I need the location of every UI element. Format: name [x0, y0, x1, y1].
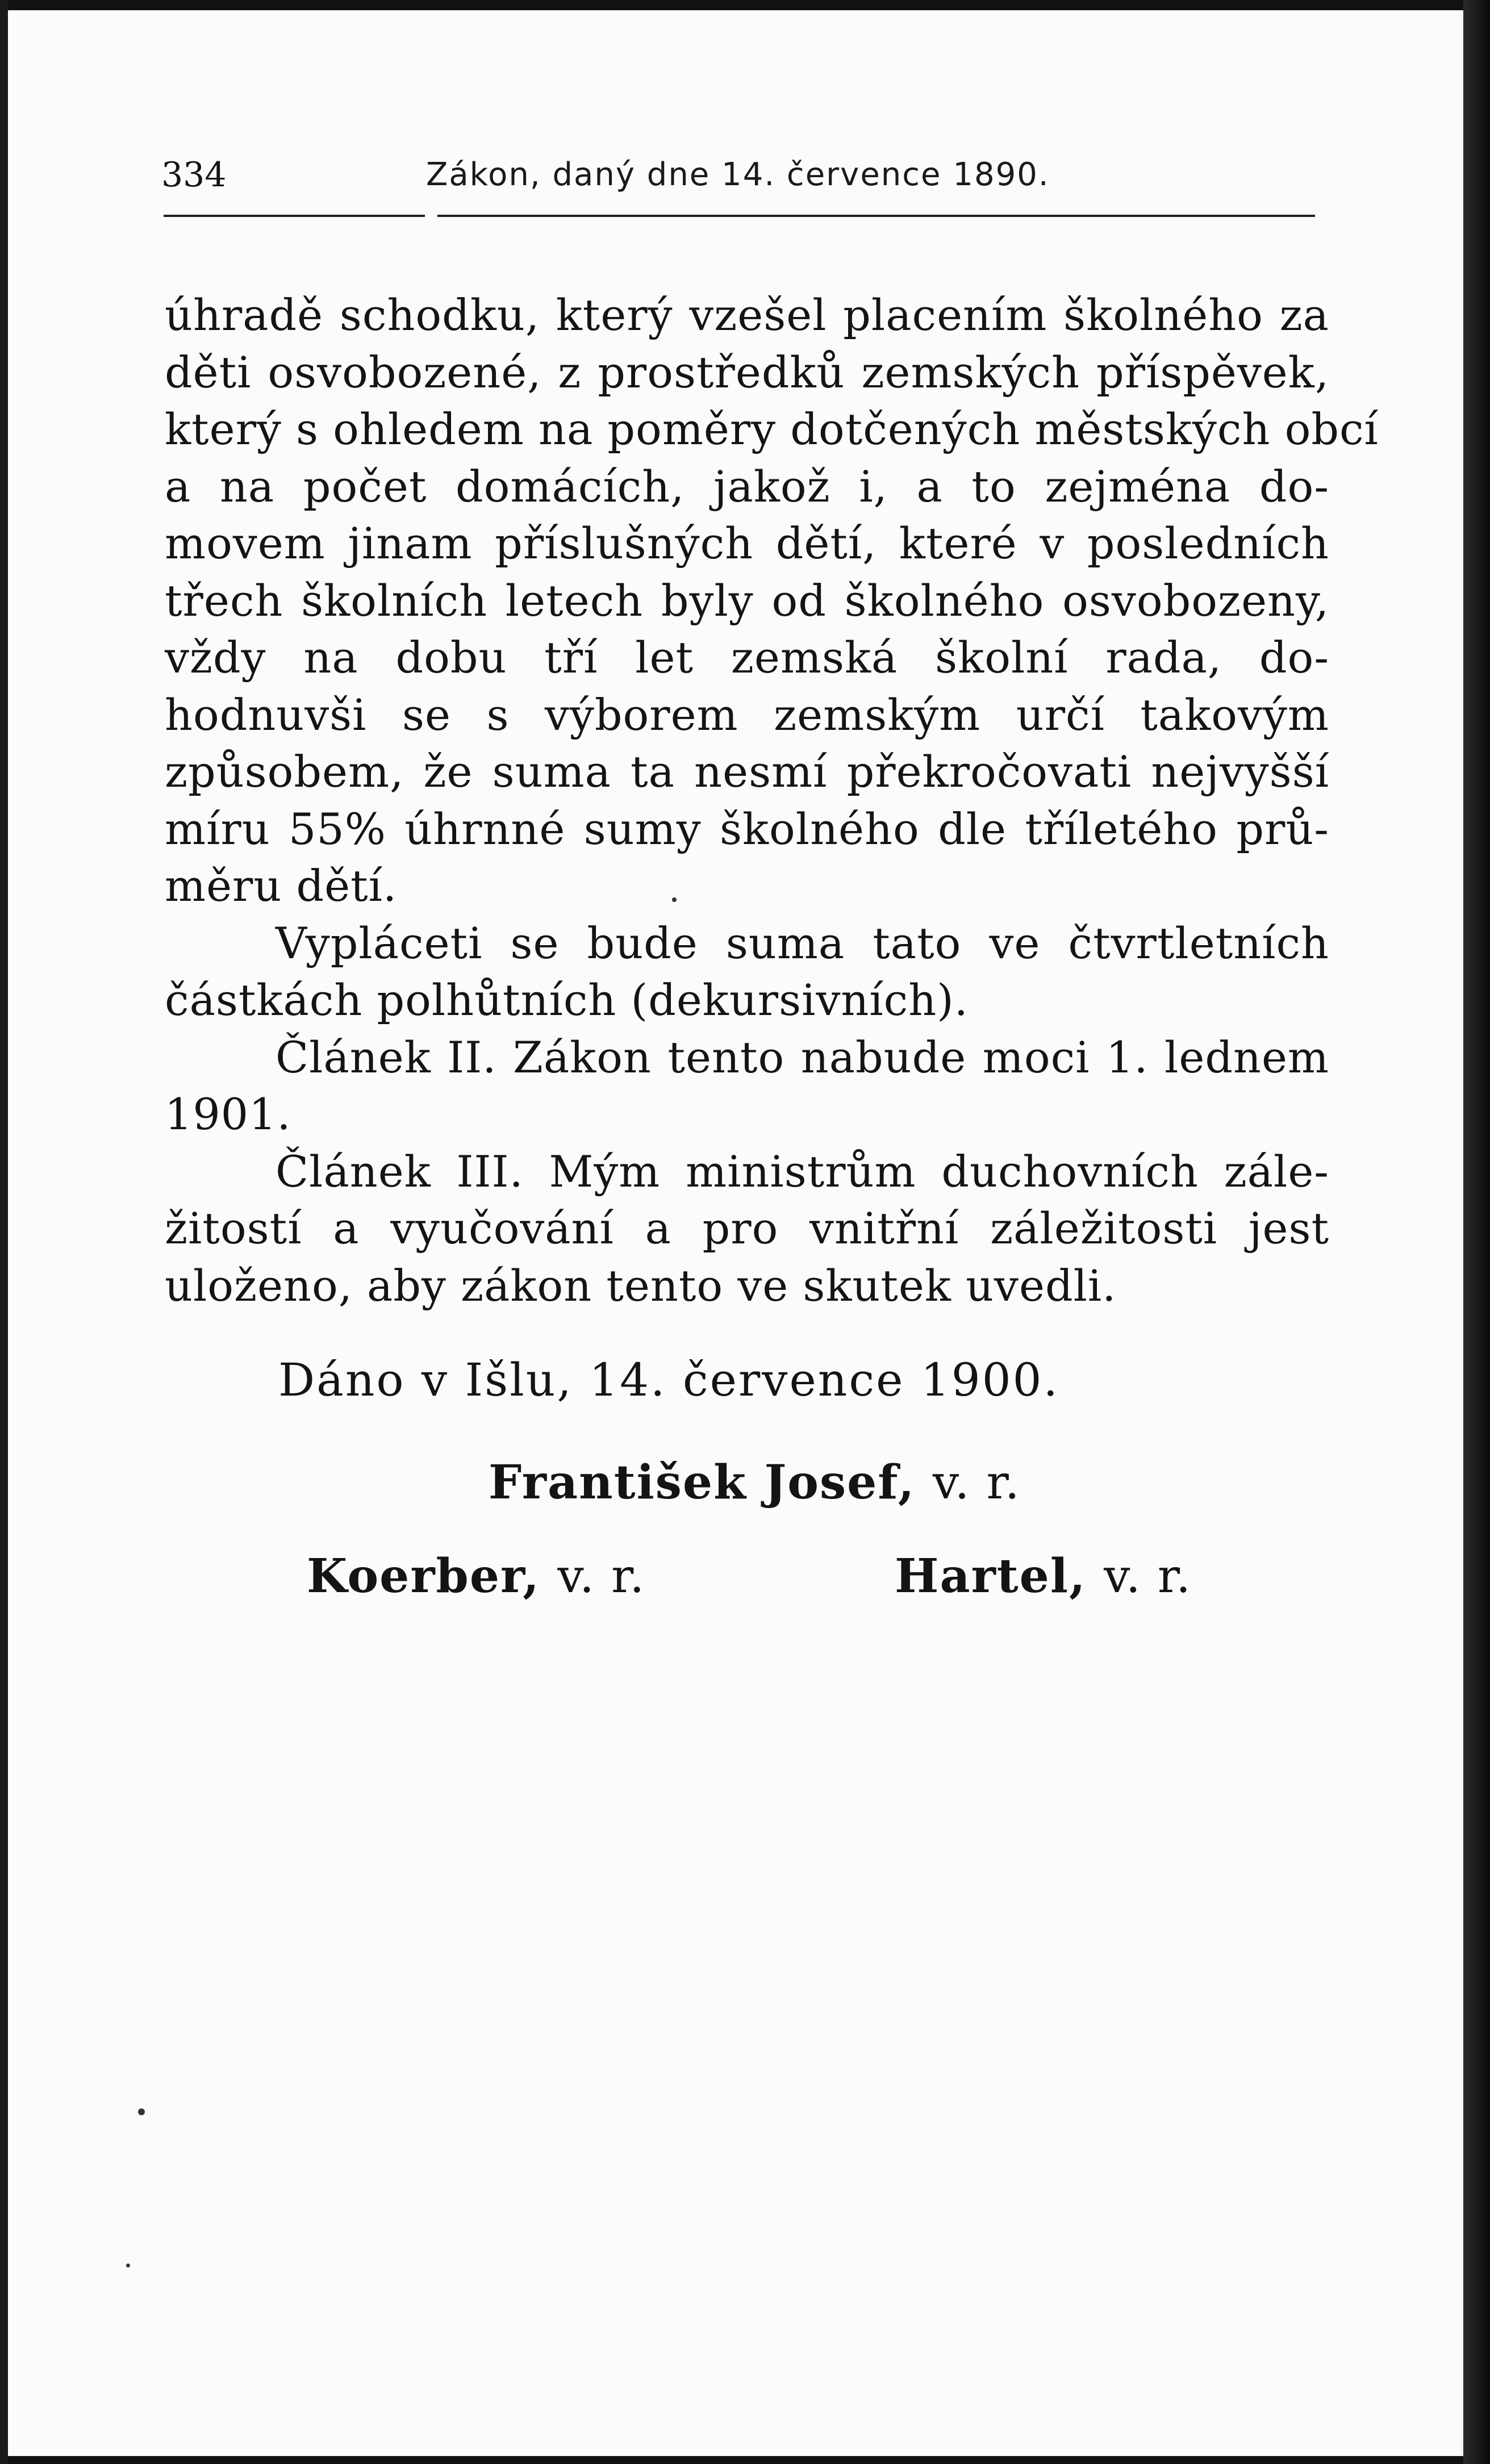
print-speck [672, 897, 677, 902]
text-line: měru dětí. [165, 861, 398, 911]
print-speck [138, 2108, 145, 2115]
text-line: který s ohledem na poměry dotčených městských obcí [165, 404, 1379, 454]
page-header [153, 152, 1318, 203]
running-head: Zákon, daný dne 14. července 1890. [426, 156, 1050, 193]
scan-border-left [0, 0, 8, 2464]
signature-emperor-name: František Josef, [489, 1455, 916, 1510]
page-number: 334 [161, 155, 227, 195]
text-line: třech školních letech byly od školného osvobozeny, [165, 575, 1329, 626]
body-text [165, 287, 1379, 1314]
text-line: Vypláceti se bude suma tato ve čtvrtletních [276, 917, 1329, 968]
page-edge-shadow [1463, 0, 1490, 2464]
text-line: 1901. [165, 1089, 291, 1139]
text-line: žitostí a vyučování a pro vnitřní záležitosti jest [165, 1203, 1329, 1254]
dated-line: Dáno v Išlu, 14. července 1900. [278, 1354, 1059, 1406]
text-line: uloženo, aby zákon tento ve skutek uvedli. [165, 1260, 1117, 1311]
signature-emperor-suffix: v. r. [932, 1456, 1021, 1510]
text-line: vždy na dobu tří let zemská školní rada, do- [165, 632, 1329, 683]
signature-hartel [895, 1548, 1192, 1605]
signature-koerber-name: Koerber, [307, 1549, 540, 1603]
text-line: a na počet domácích, jakož i, a to zejména do- [165, 461, 1329, 512]
text-line: částkách polhůtních (dekursivních). [165, 975, 969, 1025]
text-line: způsobem, že suma ta nesmí překročovati nejvyšší [165, 746, 1329, 797]
header-rule-right [437, 215, 1315, 217]
header-rule-left [164, 215, 425, 217]
text-line: Článek III. Mým ministrům duchovních zále- [276, 1146, 1329, 1197]
signature-koerber [307, 1548, 645, 1605]
text-line: míru 55% úhrnné sumy školného dle tříletého prů- [165, 803, 1329, 854]
text-line: děti osvobozené, z prostředků zemských příspěvek, [165, 346, 1329, 398]
signature-emperor [489, 1454, 1021, 1511]
signature-koerber-suffix: v. r. [557, 1550, 646, 1603]
print-speck [126, 2263, 130, 2267]
text-line: úhradě schodku, který vzešel placením školného za [165, 290, 1329, 340]
text-line: hodnuvši se s výborem zemským určí takovým [165, 689, 1329, 740]
text-line: movem jinam příslušných dětí, které v posledních [165, 518, 1329, 569]
text-line: Článek II. Zákon tento nabude moci 1. lednem [276, 1031, 1329, 1083]
signature-hartel-suffix: v. r. [1104, 1550, 1192, 1603]
signature-hartel-name: Hartel, [895, 1549, 1087, 1603]
